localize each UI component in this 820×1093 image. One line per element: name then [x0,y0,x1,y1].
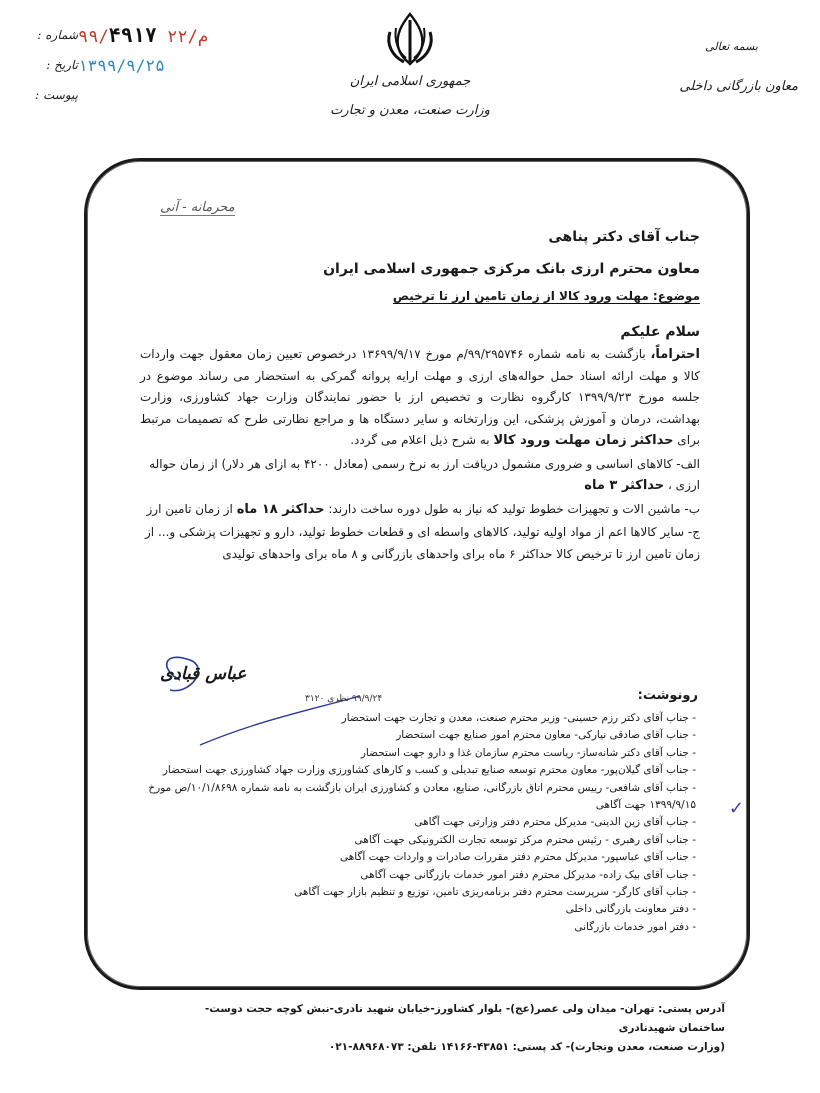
respect-word: احتراماً، [650,347,700,362]
cc-item: - جناب آقای کارگر- سرپرست محترم دفتر برنامه‌ریزی تامین، توزیع و تنظیم بازار جهت آگاهی [294,886,696,899]
cc-title: رونوشت: [637,688,698,703]
basmala: بسمه تعالی [705,40,758,53]
item-c-text: ج- سایر کالاها اعم از مواد اولیه تولید، کالاهای واسطه ای و قطعات خطوط تولید، دارو و تجهیزات پزشکی و... از زمان تامین ارز تا ترخیص کالا حداکثر ۶ ماه برای واحدهای بازرگانی و ۸ ماه برای واحدهای تولیدی [145,525,700,561]
right-header [598,40,798,94]
subject-text: موضوع: مهلت ورود کالا از زمان تامین ارز تا ترخیص [392,289,700,303]
postal-code-phone: (وزارت صنعت، معدن وتجارت)- کد پستی: ۴۳۸۵۱-۱۴۱۶۶ تلفن: ۸۸۹۶۸۰۷۳-۰۲۱ [328,1041,725,1053]
republic-name: جمهوری اسلامی ایران [349,74,471,89]
cc-item: - جناب آقای دکتر شانه‌ساز- ریاست محترم سازمان غذا و دارو جهت استحضار [360,746,696,759]
item-a-highlight: حداکثر ۳ ماه [584,478,665,493]
check-mark-icon: ✓ [728,798,744,819]
date-row [30,50,220,80]
ministry-name: وزارت صنعت، معدن و تجارت [330,103,490,118]
main-paragraph [140,344,700,452]
greeting: سلام علیکم [620,324,700,340]
letter-number [78,23,220,47]
footer-address [165,1000,725,1057]
addressee-title: معاون محترم ارزی بانک مرکزی جمهوری اسلامی ایران [323,261,700,277]
emblem-block [330,10,490,118]
iran-emblem-icon [382,10,438,68]
cc-item: - جناب آقای صادقی نیارکی- معاون محترم امور صنایع جهت استحضار [396,729,696,742]
item-a [140,454,700,497]
letter-date: ۱۳۹۹/۹/۲۵ [78,55,165,75]
letter-number-stamp: ۴۹۱۷ [108,23,157,47]
addressee-name: جناب آقای دکتر پناهی [548,229,700,245]
paragraph-highlight: حداکثر زمان مهلت ورود کالا [493,433,674,448]
item-b [140,499,700,521]
item-b-highlight: حداکثر ۱۸ ماه [236,501,325,517]
cc-item: - جناب آقای عباسپور- مدیرکل محترم دفتر مقررات صادرات و واردات جهت آگاهی [339,851,696,864]
item-b-end: از زمان تامین ارز [146,501,237,516]
cc-reference: ۹۹/۹/۲۴ نظری ۳۱۲۰ [305,694,383,704]
number-label: شماره : [37,28,78,42]
number-row [30,20,220,50]
cc-item: - جناب آقای زین الدینی- مدیرکل محترم دفتر وزارتی جهت آگاهی [414,816,696,829]
subject-line [140,286,700,306]
attachment-row [30,80,220,110]
date-label: تاریخ : [46,58,78,72]
cc-item: - جناب آقای رهبری - رئیس محترم مرکز توسعه تجارت الکترونیکی جهت آگاهی [354,833,696,846]
classification-label: محرمانه - آنی [160,200,235,215]
letter-meta [30,20,220,110]
cc-item: - جناب آقای دکتر رزم حسینی- وزیر محترم صنعت، معدن و تجارت جهت استحضار [341,712,696,724]
postal-address: آدرس پستی: تهران- میدان ولی عصر(عج)- بلوار کشاورز-خیابان شهید نادری-نبش کوچه حجت دوست- ساختمان شهیدنادری [204,1003,725,1034]
cc-list [136,710,696,936]
cc-item: - جناب آقای گیلان‌پور- معاون محترم توسعه صنایع تبدیلی و کسب و کارهای کشاورزی وزارت جهاد کشاورزی جهت استحضار [162,764,696,777]
item-a-text: الف- کالاهای اساسی و ضروری مشمول دریافت ارز به نرخ رسمی (معادل ۴۲۰۰ به ازای هر دلار) از زمان حواله ارزی ، [149,456,700,492]
cc-item: - جناب آقای بیک زاده- مدیرکل محترم دفتر امور خدمات بازرگانی جهت آگاهی [360,868,696,881]
deputy-title: معاون بازرگانی داخلی [679,79,798,94]
letter-number-prefix: ۹۹/م/۲۲ [78,27,209,47]
cc-item: - دفتر امور خدمات بازرگانی [574,920,696,933]
attachment-label: پیوست : [35,88,78,102]
paragraph-text: بازگشت به نامه شماره ۹۹/۲۹۵۷۴۶/م مورخ ۱۳۶۹۹/۹/۱۷ درخصوص تعیین زمان معقول جهت واردات کالا و مهلت ارائه اسناد حمل حواله‌های ارزی و مهلت ارایه پروانه گمرکی به استحضار می رساند موضوع در جلسه مورخ ۱۳۹۹/۹/۲۳ کارگروه نظارت و تخصیص ارز با حضور نمایندگان وزارت جهاد کشاورزی، وزارت بهداشت، درمان و آموزش پزشکی، این وزارتخانه و سایر دستگاه ها و مراجع نظارتی طرح که تصمیمات مرتبط برای [140,347,701,447]
cc-item: - دفتر معاونت بازرگانی داخلی [565,903,696,916]
item-b-text: ب- ماشین الات و تجهیزات خطوط تولید که نیاز به طول دوره ساخت دارند: [324,501,700,516]
cc-item: - جناب آقای شافعی- رییس محترم اتاق بازرگانی، صنایع، معادن و کشاورزی ایران بازگشت به نامه شماره ۱۰/۱/۸۶۹۸/ص مورخ ۱۳۹۹/۹/۱۵ جهت آگاهی [148,781,696,812]
letter-body [140,218,700,565]
item-c [140,522,700,565]
paragraph-end: به شرح ذیل اعلام می گردد. [350,433,494,447]
signatory-name: عباس قبادی [160,664,247,684]
